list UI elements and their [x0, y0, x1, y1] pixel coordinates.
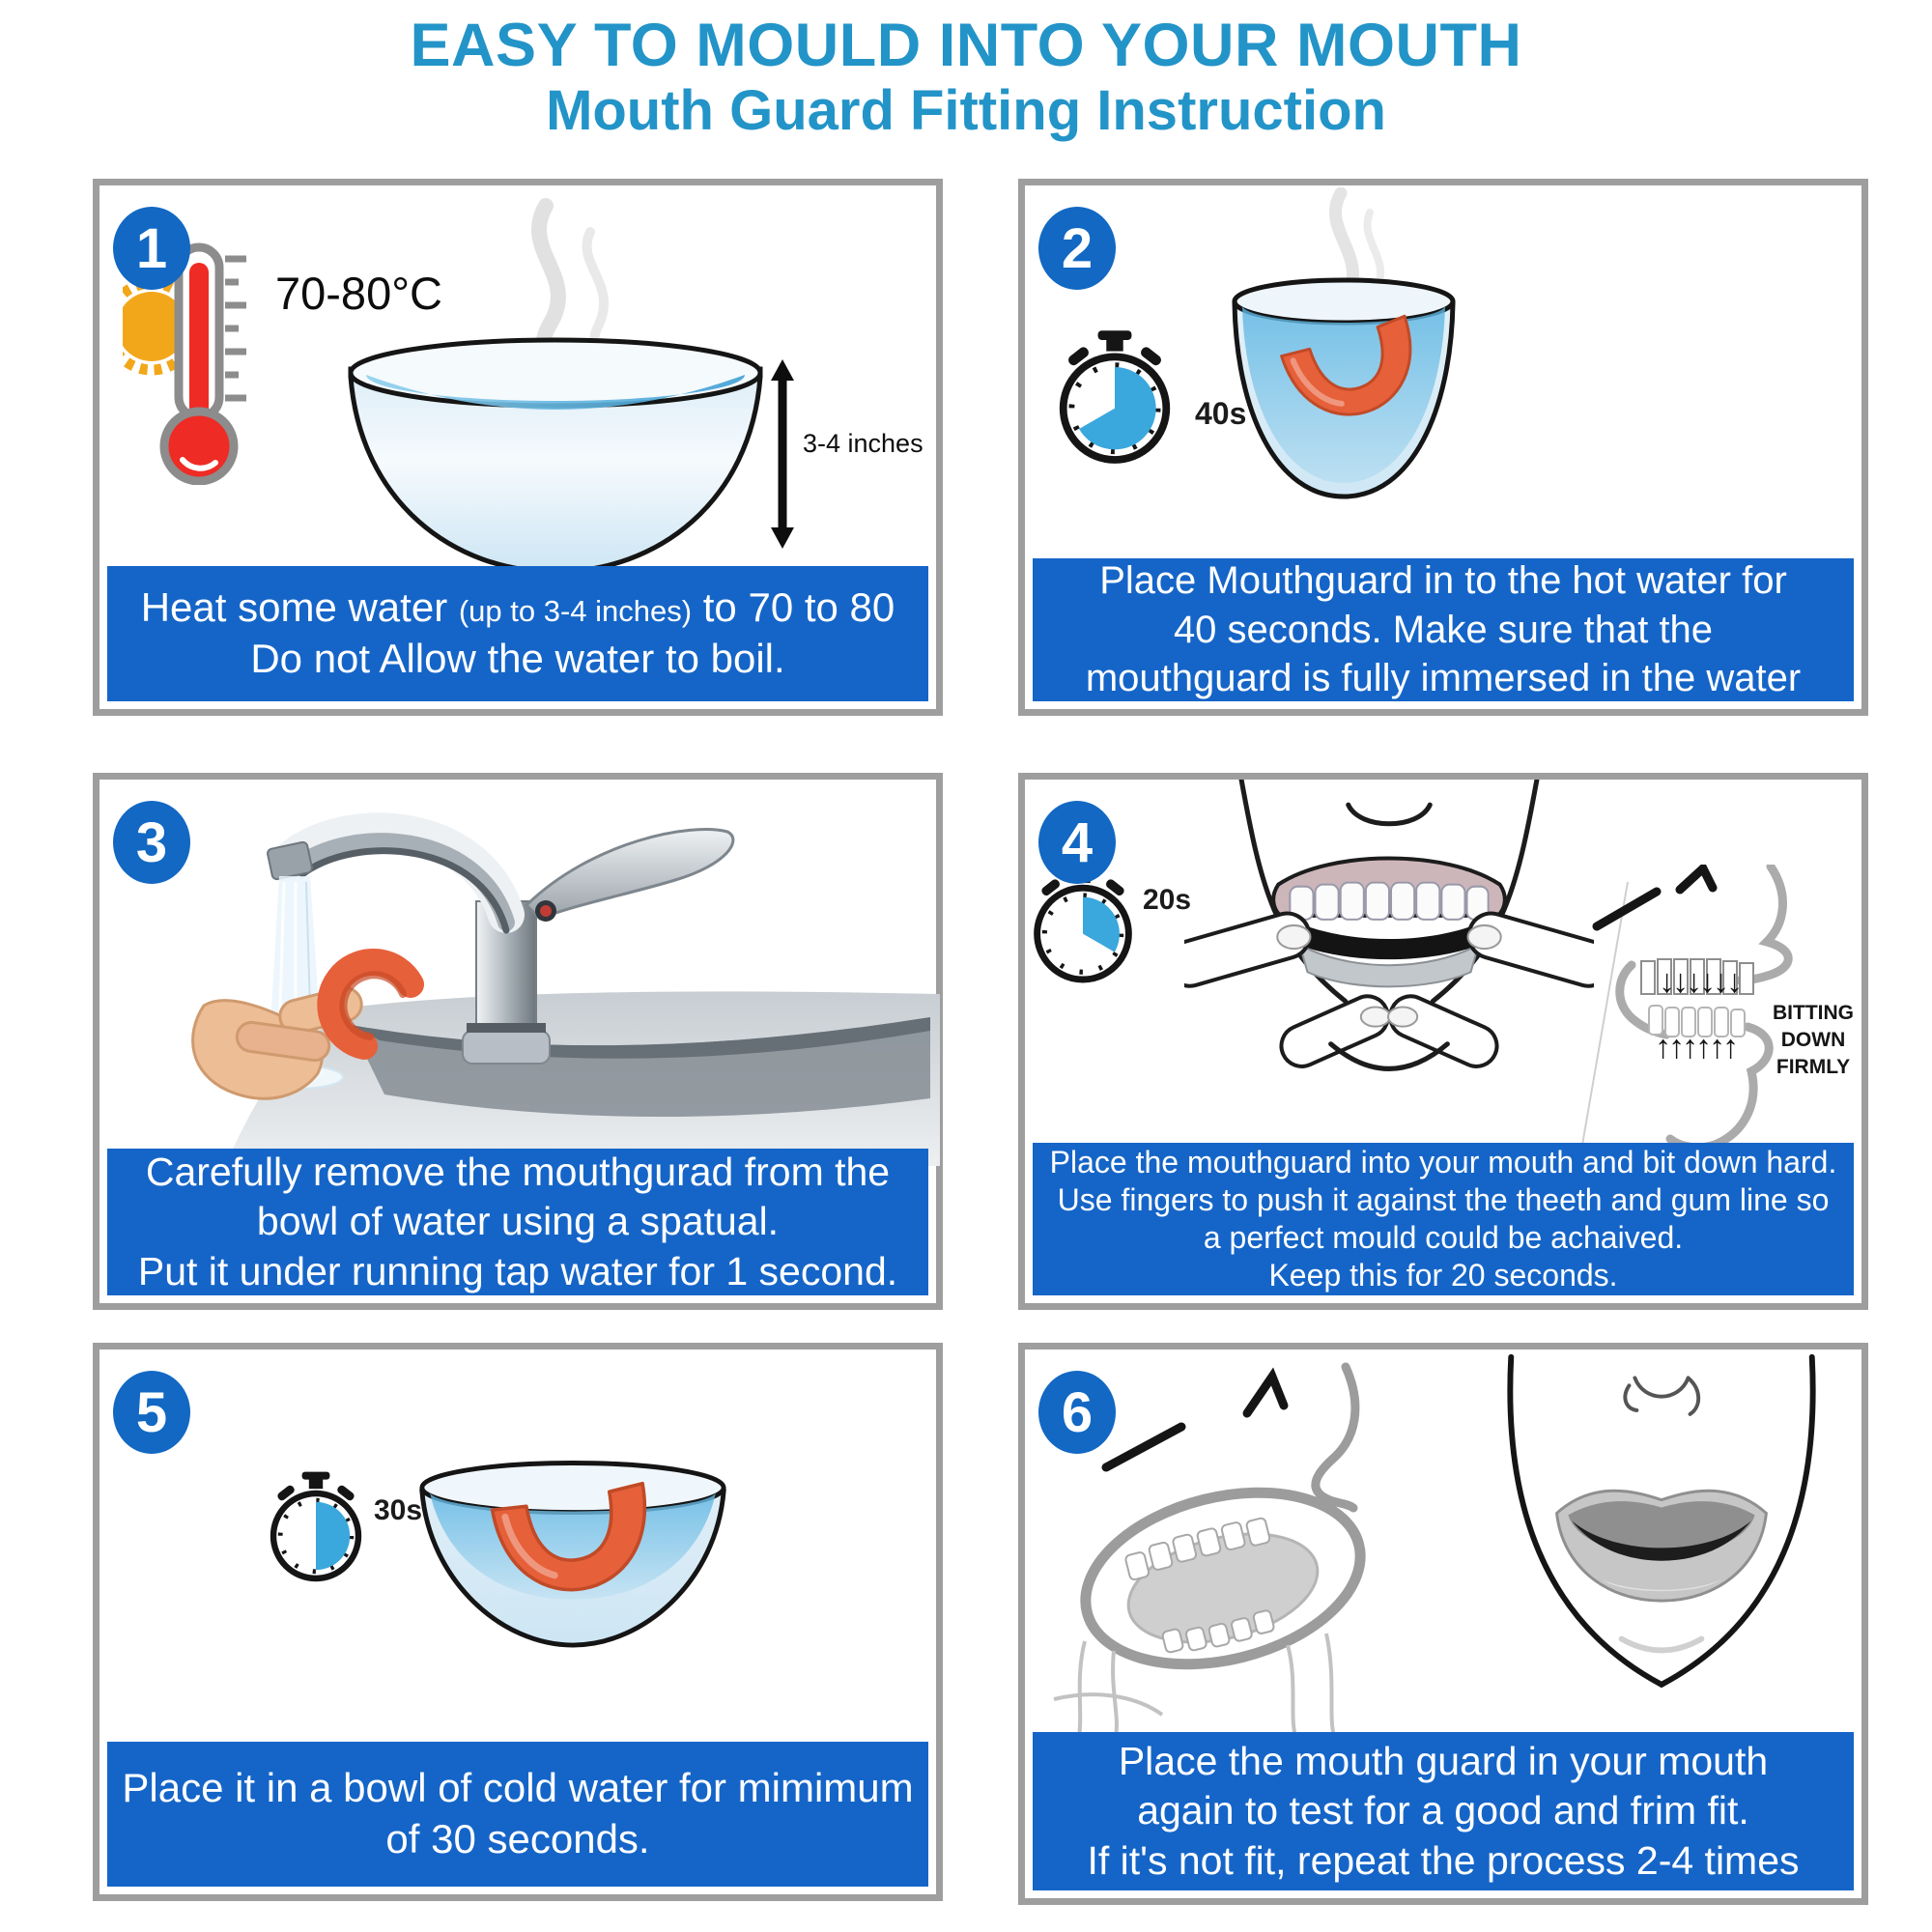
- step-panel-2: [1018, 179, 1868, 716]
- step-caption: [107, 566, 928, 701]
- page-title: [0, 12, 1932, 143]
- closed-mouth-fit-illustration: [1462, 1350, 1861, 1734]
- timer-label: 20s: [1143, 884, 1192, 916]
- bite-up-arrows-icon: ↑↑↑↑↑↑: [1655, 1029, 1736, 1065]
- caption-line: mouthguard is fully immersed in the water: [1085, 657, 1802, 700]
- step-panel-3: [93, 773, 943, 1310]
- mouth-with-fingers-illustration: [1184, 780, 1594, 1089]
- caption-line: If it's not fit, repeat the process 2-4 times: [1087, 1837, 1800, 1883]
- caption-line: 40 seconds. Make sure that the: [1173, 608, 1714, 651]
- caption-line: Heat some water (up to 3-4 inches) to 70 to 80: [140, 584, 895, 631]
- caption-line: again to test for a good and frim fit.: [1137, 1788, 1749, 1833]
- step-number-badge: 6: [1038, 1371, 1116, 1454]
- depth-label: 3-4 inches: [803, 429, 923, 458]
- steaming-bowl-illustration: [341, 191, 771, 580]
- measure-arrow-icon: [766, 357, 946, 551]
- title-line-1: EASY TO MOULD INTO YOUR MOUTH: [410, 12, 1522, 79]
- svg-text:BITTING: BITTING: [1773, 1002, 1854, 1024]
- caption-line: of 30 seconds.: [385, 1816, 650, 1861]
- step-caption: [107, 1149, 928, 1295]
- chin-shade: [1622, 1639, 1702, 1651]
- step-number-badge: 3: [113, 801, 190, 884]
- bowl-with-mouthguard-illustration: [416, 1415, 729, 1668]
- caption-line: Place the mouthguard into your mouth and bit down hard.: [1049, 1144, 1837, 1179]
- timer-label: 40s: [1195, 396, 1247, 431]
- timer-label: 30s: [374, 1494, 423, 1526]
- step-panel-6: [1018, 1343, 1868, 1905]
- svg-text:DOWN: DOWN: [1780, 1029, 1846, 1051]
- svg-text:FIRMLY: FIRMLY: [1776, 1056, 1851, 1078]
- bite-down-diagram: [1568, 865, 1862, 1154]
- caption-line: bowl of water using a spatual.: [256, 1199, 780, 1244]
- bite-annotation: [1773, 1002, 1854, 1078]
- step-caption: [1033, 558, 1854, 701]
- caption-line: Carefully remove the mouthgurad from the: [145, 1149, 891, 1194]
- title-line-2: Mouth Guard Fitting Instruction: [546, 78, 1386, 142]
- caption-line: Place the mouth guard in your mouth: [1118, 1738, 1769, 1783]
- caption-line: Keep this for 20 seconds.: [1268, 1258, 1618, 1293]
- stopwatch-icon: [1054, 328, 1176, 469]
- step-caption: [1033, 1732, 1854, 1890]
- bowl-with-mouthguard-illustration: [1223, 187, 1464, 521]
- bite-down-arrows-icon: ↓↓↓↓↓↓: [1659, 963, 1740, 1000]
- step-panel-5: [93, 1343, 943, 1901]
- caption-line: Place Mouthguard in to the hot water for: [1099, 559, 1787, 603]
- caption-line: Do not Allow the water to boil.: [250, 636, 785, 681]
- fingers: [1184, 908, 1594, 1073]
- caption-line: Put it under running tap water for 1 second.: [137, 1248, 898, 1293]
- nose-bottom: [1625, 1378, 1698, 1413]
- caption-line: Use fingers to push it against the theeth and gum line so: [1057, 1181, 1830, 1217]
- brow-marks: [1597, 868, 1713, 926]
- step-number-badge: 1: [113, 207, 190, 290]
- tap-rinse-illustration: [186, 787, 940, 1166]
- step-panel-4: [1018, 773, 1868, 1310]
- stopwatch-icon: [266, 1469, 366, 1587]
- temperature-label: 70-80°C: [275, 268, 442, 319]
- step-number-badge: 5: [113, 1371, 190, 1454]
- step-caption: [1033, 1143, 1854, 1295]
- lips-over-mouthguard: [1557, 1491, 1767, 1601]
- caption-line: Place it in a bowl of cold water for mimimum: [122, 1765, 914, 1811]
- step-number-badge: 2: [1038, 207, 1116, 290]
- step-panel-1: [93, 179, 943, 716]
- teeth-row: [1290, 883, 1488, 920]
- step-number-badge: 4: [1038, 801, 1116, 884]
- brow-marks: [1106, 1377, 1284, 1467]
- step-caption: [107, 1742, 928, 1887]
- caption-line: a perfect mould could be achaived.: [1203, 1220, 1684, 1255]
- tap-handle: [526, 830, 733, 919]
